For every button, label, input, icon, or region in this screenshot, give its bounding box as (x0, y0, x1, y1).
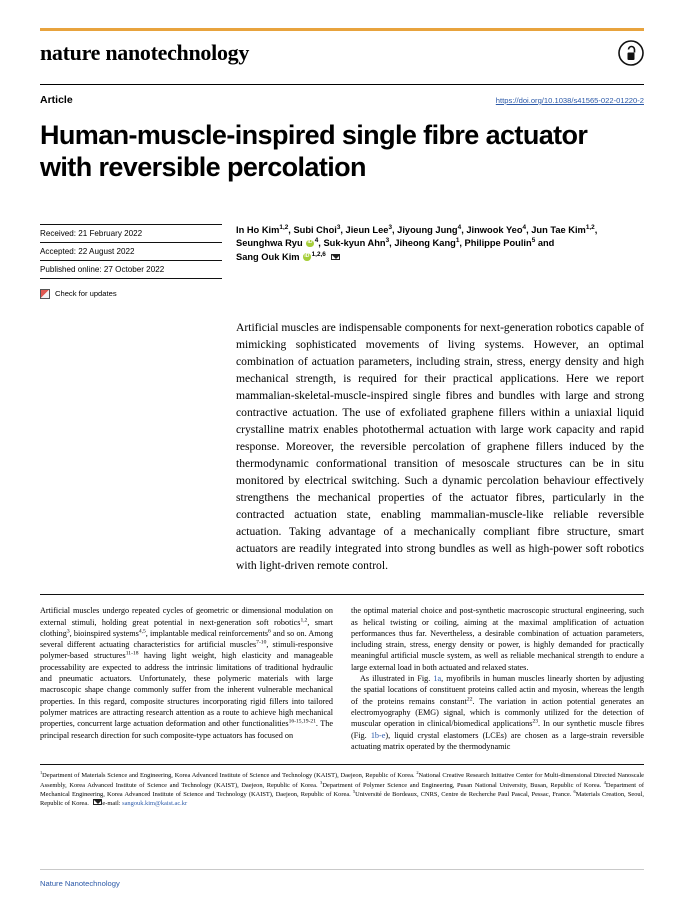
abstract-text: Artificial muscles are indispensable components for next-generation robotics capable of mimicking sophisticated movements of living systems. However, an optimal combination of actuation parameters, including strain, stress, energy density and high mechanical strength, is required for their practical applications. Here we report mammalian-skeletal-muscle-inspired single fibres and bundles with large and strong contractive actuation. The use of exfoliated graphene fillers within a uniaxial liquid crystalline matrix enables photothermal actuation with large work capacity and rapid response. Moreover, the reversible percolation of graphene fillers induced by the thermodynamic conformational transition of mesoscale structures can be in situ monitored by electrical switching. Such a dynamic percolation behaviour effectively strengthens the mechanical properties of the actuator fibres, particularly in the contracted actuation state, enabling mammalian-muscle-like reliable reversible actuation. Taking advantage of a mechanically compliant fibre structure, smart actuators are readily integrated into strong bundles as well as high-power soft robotics with light-driven remote control. (236, 320, 644, 573)
article-kind-label: Article (40, 94, 73, 106)
footer-journal-name: Nature Nanotechnology (40, 879, 120, 888)
affiliation-divider (40, 764, 644, 765)
top-accent-rule (40, 28, 644, 31)
check-for-updates-button[interactable] (40, 289, 222, 299)
journal-name: nature nanotechnology (40, 40, 250, 65)
paragraph: the optimal material choice and post-synthetic macroscopic structural engineering, such as helical twisting or coiling, aiming at the maximal amplification of actuation performances thus far. Nevertheless, a desirable combination of actuation parameters, including strain, stress, energy density or power, is highly demanded for practically meaningful artificial muscle system, as well as reliable mechanical strength to endure a large external load in both actuated and relaxed states. (351, 606, 644, 672)
author-line-1: In Ho Kim$^{1,2}$, Subi Choi$^3$, Jieun Lee$^3$, Jiyoung Jung$^4$, Jinwook Yeo$^4$, Jun Tae Kim$^{1,2}$, (236, 223, 598, 235)
history-divider-3 (40, 278, 222, 279)
affiliations: $^1$Department of Materials Science and Engineering, Korea Advanced Institute of Science and Technology (KAIST), Daejeon, Republic of Korea. $^2$National Creative Research Initiative Center for Multi-dimensional Directed Nanoscale Assembly, Korea Advanced Institute of Science and Technology (KAIST), Daejeon, Republic of Korea. $^3$Department of Polymer Science and Engineering, Pusan National University, Busan, Republic of Korea. $^4$Department of Mechanical Engineering, Korea Advanced Institute of Science and Technology (KAIST), Daejeon, Republic of Korea. $^5$Université de Bordeaux, CNRS, Centre de Recherche Paul Pascal, Pessac, France. $^6$Materials Creation, Seoul, Republic of Korea. e-mail: sangouk.kim@kaist.ac.kr (40, 770, 644, 808)
check-for-updates-label: Check for updates (55, 289, 117, 299)
author-block (236, 224, 644, 299)
author-line-2: Seunghwa Ryu $iD^4$, Suk-kyun Ahn$^3$, Jiheong Kang$^1$, Philippe Poulin$^5$ and (236, 237, 644, 250)
doi-link[interactable]: https://doi.org/10.1038/s41565-022-01220-2 (495, 96, 644, 105)
body-columns (40, 605, 644, 752)
published-date: Published online: 27 October 2022 (40, 264, 165, 274)
abstract-spacer (40, 303, 236, 574)
body-divider (40, 594, 644, 595)
paragraph: As illustrated in Fig. 1a, myofibrils in human muscles linearly shorten by adjusting the spatial locations of constituent proteins called actin and myosin, whereas the length of the proteins remains constant$^{22}$. The variation in action potential generates an electromyography (EMG) signal, which is commonly utilized for the detection of muscular operation in clinical/biomedical applications$^{23}$. In our synthetic muscle fibres (Fig. 1b-e), liquid crystal elastomers (LCEs) are chosen as a large-strain reversible actuating matrix operated by the thermodynamic (351, 674, 645, 751)
open-access-lock-icon (618, 40, 644, 66)
metadata-row (40, 224, 644, 299)
abstract-row (40, 303, 644, 574)
article-type-row (40, 94, 644, 106)
body-column-right (351, 605, 644, 752)
masthead-divider (40, 84, 644, 85)
accepted-date: Accepted: 22 August 2022 (40, 246, 135, 256)
page-title: Human-muscle-inspired single fibre actuator with reversible percolation (40, 120, 588, 182)
received-date: Received: 21 February 2022 (40, 228, 143, 238)
footer-divider (40, 869, 644, 870)
publication-history (40, 224, 236, 299)
crossmark-icon (40, 289, 50, 299)
author-line-3: Sang Ouk Kim iD$^{1,2,6}$ (236, 251, 644, 264)
paragraph: Artificial muscles undergo repeated cycles of geometric or dimensional modulation on external stimuli, holding great potential in next-generation soft robotics$^{1,2}$, smart clothing$^3$, bioinspired systems$^{4,5}$, implantable medical reinforcements$^6$ and so on. Among several different actuating characteristics for artificial muscles$^{7-10}$, stimuli-responsive polymer-based structures$^{11-18}$ having light weight, high elasticity and manageable processability are expected to address the intrinsic limitations of traditional hydraulic and pneumatic actuators. Unfortunately, these polymeric materials with large macroscopic shape change commonly suffer from the inherent vulnerable mechanical properties. In this regard, composite structures incorporating rigid fillers into tailored polymer matrices are attracting research attention as a route to achieve high mechanical properties, concurrent large actuation deformation and other functionalities$^{16-15,19-21}$. The principal research direction for such composite-type actuators has focused on (40, 606, 333, 740)
journal-masthead (40, 0, 644, 66)
body-column-left (40, 605, 333, 752)
